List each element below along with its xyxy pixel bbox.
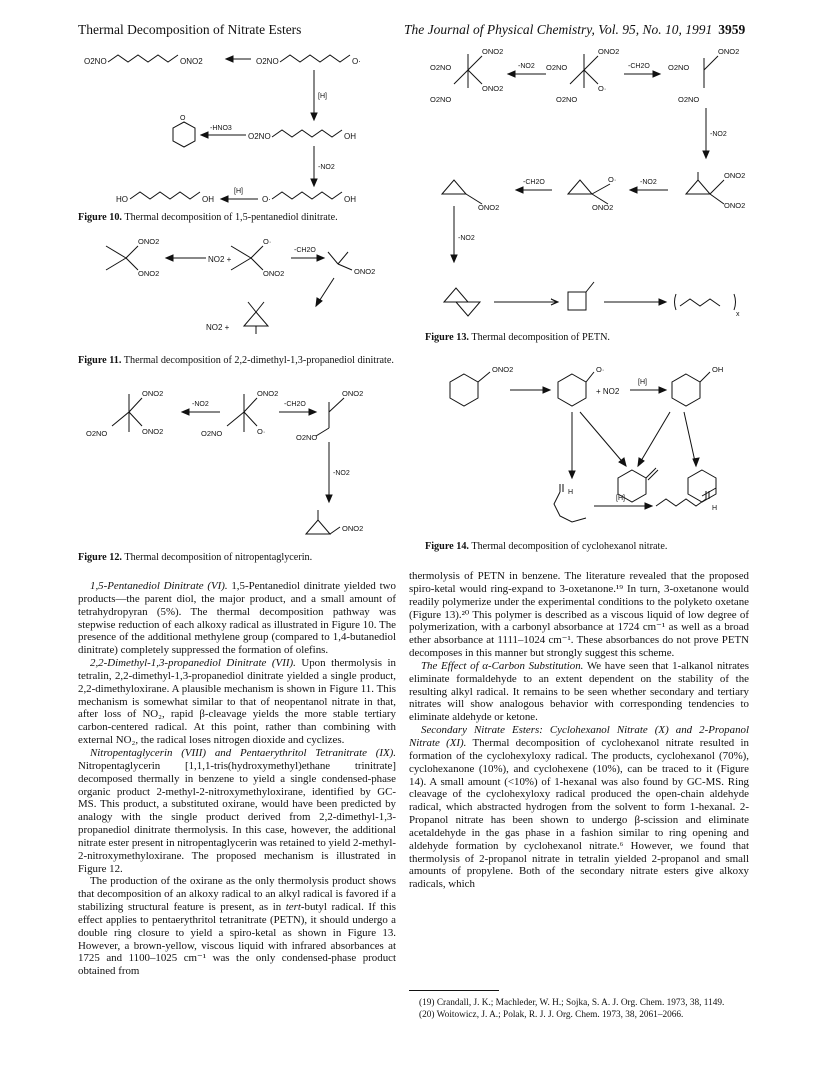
f14-h-3: [H] bbox=[616, 495, 625, 502]
f13-o2no-1: O2NO bbox=[430, 63, 452, 72]
body-dimethylpropanediol: Upon thermolysis in tetralin, 2,2-dimethyl-1,3-propanediol dinitrate yielded a single product, 2,2-dimethyloxirane. A plausible mechanism is shown in Figure 11. This mechanism is somewhat similar to that of neopentanol nitrate in that, after loss of NO₂, rapid β-cleavage yields the more stable tertiary carbon-centered radical. At this point, rather than combining with external NO₂, the radical loses nitrogen dioxide and cyclizes. bbox=[78, 657, 396, 747]
reference-19: (19) Crandall, J. K.; Machleder, W. H.; Sojka, S. A. J. Org. Chem. 1973, 38, 1149. bbox=[419, 998, 725, 1008]
f12-minus-no2-2: -NO2 bbox=[333, 470, 350, 477]
f10-ono2-1: ONO2 bbox=[180, 57, 203, 66]
f12-ono2-5: ONO2 bbox=[342, 524, 364, 533]
figure-10-text: Thermal decomposition of 1,5-pentanediol dinitrate. bbox=[124, 212, 338, 223]
f13-o2no-6: O2NO bbox=[678, 95, 700, 104]
f10-o2no-3: O2NO bbox=[248, 132, 271, 141]
f14-no2: NO2 bbox=[602, 387, 620, 396]
figure-13-scheme bbox=[428, 44, 758, 324]
f12-o2no-2: O2NO bbox=[201, 429, 223, 438]
f10-h-2: [H] bbox=[234, 188, 243, 195]
f13-o2no-2: O2NO bbox=[430, 95, 452, 104]
body-oxirane-b: -butyl radical. If this effect applies to pentaerythritol tetranitrate (PETN), it should undergo a double ring closure to yield a spiro-ketal as shown in Figure 13. However, a brown-yellow, viscous liquid with infrared absorbances at 1725 and 1100–1025 cm⁻¹ was the only condensed-phase product obtained from bbox=[78, 901, 396, 978]
f12-ono2-3: ONO2 bbox=[257, 389, 279, 398]
figure-10-label: Figure 10. bbox=[78, 212, 122, 223]
para-secondary-nitrates bbox=[409, 724, 749, 891]
f13-odot: O· bbox=[598, 84, 607, 93]
body-oxirane-tert: tert bbox=[285, 901, 301, 914]
body-nitropentaglycerin: Nitropentaglycerin [1,1,1-tris(hydroxymethyl)ethane trinitrate] decomposed thermally in benzene to yield a single condensed-phase organic product 2-methyl-2-nitroxymethyloxirane, identified by GC-MS. This product, a substituted oxirane, would have been predicted by analogy with the single product derived from 2,2-dimethyl-1,3-propanediol dinitrate thermolysis. In this case, however, the additional nitrate ester present in nitropentaglycerin was retained to yield 2-methyl-2-nitroxymethyloxirane. The proposed mechanism is illustrated in Figure 12. bbox=[78, 759, 396, 875]
figure-10-scheme bbox=[76, 42, 396, 212]
f13-minus-no2-2: -NO2 bbox=[710, 131, 727, 138]
figure-13-text: Thermal decomposition of PETN. bbox=[471, 332, 610, 343]
para-dimethylpropanediol bbox=[78, 657, 396, 747]
right-text-column bbox=[409, 570, 749, 891]
f14-plus: + bbox=[596, 387, 601, 396]
figure-14-caption bbox=[425, 541, 745, 554]
f14-plus-no2 bbox=[596, 387, 620, 396]
footnote-references bbox=[409, 990, 749, 1023]
f13-ono2-1: ONO2 bbox=[482, 47, 504, 56]
body-alpha-carbon: We have seen that 1-alkanol nitrates eliminate formaldehyde to an extent dependent on the stability of the resulting alkyl radical. It remains to be seen whether secondary and tertiary nitrates will show analogous behavior with corresponding tendencies to eliminate aldehyde or ketone. bbox=[409, 659, 750, 724]
figure-14-label: Figure 14. bbox=[425, 541, 469, 552]
f12-minus-no2-1: -NO2 bbox=[192, 401, 209, 408]
journal-citation: The Journal of Physical Chemistry, Vol. 95, No. 10, 1991 bbox=[404, 22, 713, 37]
f12-ono2-1: ONO2 bbox=[142, 389, 164, 398]
f13-o2no-4: O2NO bbox=[556, 95, 578, 104]
running-header-left: Thermal Decomposition of Nitrate Esters bbox=[78, 22, 302, 37]
f13-minus-no2-3: -NO2 bbox=[640, 179, 657, 186]
figure-14-text: Thermal decomposition of cyclohexanol nitrate. bbox=[471, 541, 668, 552]
f13-minus-no2-4: -NO2 bbox=[458, 235, 475, 242]
para-alpha-carbon bbox=[409, 660, 749, 724]
f12-o2no-1: O2NO bbox=[86, 429, 108, 438]
figure-11-scheme bbox=[96, 226, 386, 338]
f14-oh: OH bbox=[712, 365, 724, 374]
f11-ono2-4: ONO2 bbox=[354, 267, 376, 276]
f13-ono2-3: ONO2 bbox=[598, 47, 620, 56]
f13-minus-ch2o-2: -CH2O bbox=[523, 179, 545, 186]
f13-ono2-6: ONO2 bbox=[724, 201, 746, 210]
figure-11-caption bbox=[78, 355, 398, 368]
figure-12-scheme bbox=[84, 384, 394, 544]
f10-o2no-2: O2NO bbox=[256, 57, 279, 66]
figure-12-label: Figure 12. bbox=[78, 552, 122, 563]
figure-12-caption bbox=[78, 552, 398, 565]
figure-12-text: Thermal decomposition of nitropentaglycerin. bbox=[124, 552, 313, 563]
heading-alpha-carbon: The Effect of α-Carbon Substitution. bbox=[421, 659, 584, 672]
body-pentanediol: 1,5-Pentanediol dinitrate yielded two products—the parent diol, the major product, and a small amount of tetrahydropyran (5%). The thermal decomposition pathway was stepwise reduction of each alkoxy radical as illustrated in Figure 10. The presence of the additional methylene group (compared to 1,4-butanediol dinitrate) completely suppressed the formation of olefins. bbox=[78, 580, 396, 657]
figure-14-scheme bbox=[420, 358, 750, 530]
f12-minus-ch2o: -CH2O bbox=[284, 401, 306, 408]
f13-ono2-8: ONO2 bbox=[478, 203, 500, 212]
f13-minus-no2-1: -NO2 bbox=[518, 63, 535, 70]
f10-oh-3: OH bbox=[344, 195, 356, 204]
f13-subscript-x: x bbox=[736, 311, 740, 318]
figure-11-label: Figure 11. bbox=[78, 355, 122, 366]
f10-ho: HO bbox=[116, 195, 128, 204]
f13-odot-2: O· bbox=[608, 175, 617, 184]
figure-11-text: Thermal decomposition of 2,2-dimethyl-1,3-propanediol dinitrate. bbox=[123, 355, 394, 366]
f11-minus-ch2o: -CH2O bbox=[294, 247, 316, 254]
f13-o2no-5: O2NO bbox=[668, 63, 690, 72]
f14-h-1: [H] bbox=[638, 379, 647, 386]
page-number: 3959 bbox=[718, 22, 746, 37]
f13-ono2-4: ONO2 bbox=[718, 47, 740, 56]
f12-odot: O· bbox=[257, 427, 266, 436]
f12-o2no-3: O2NO bbox=[296, 433, 318, 442]
f10-minus-no2: -NO2 bbox=[318, 164, 335, 171]
para-nitropentaglycerin bbox=[78, 747, 396, 875]
f14-h-2: H bbox=[568, 489, 574, 496]
para-petn-continued: thermolysis of PETN in benzene. The literature revealed that the proposed spiro-ketal would ring-expand to 3-oxetanone.¹⁹ In turn, 3-oxetanone would readily polymerize under the experimental conditions to the polyketo oxetane (Figure 13).²⁰ This polymer is described as a viscous liquid of low degree of polymerization, with a carbonyl absorbance at 1724 cm⁻¹ as well as a broad ether absorbance at 1111–1024 cm⁻¹. These absorbances do not prove PETN decomposes in this manner but strongly suggest this scheme. bbox=[409, 570, 749, 660]
heading-nitropentaglycerin: Nitropentaglycerin (VIII) and Pentaerythritol Tetranitrate (IX). bbox=[90, 746, 396, 759]
f10-odot-2: O· bbox=[262, 195, 271, 204]
f13-ono2-7: ONO2 bbox=[592, 203, 614, 212]
f11-ono2-2: ONO2 bbox=[138, 269, 160, 278]
f10-oh-2: OH bbox=[202, 195, 214, 204]
figure-10-caption bbox=[78, 212, 398, 225]
para-oxirane bbox=[78, 875, 396, 978]
footnote-rule bbox=[409, 990, 499, 991]
figure-13-caption bbox=[425, 332, 745, 345]
f11-odot: O· bbox=[263, 237, 272, 246]
f13-ono2-5: ONO2 bbox=[724, 171, 746, 180]
f14-odot: O· bbox=[596, 365, 605, 374]
f14-ono2: ONO2 bbox=[492, 365, 514, 374]
left-text-column bbox=[78, 580, 396, 978]
running-header-journal bbox=[404, 22, 745, 38]
heading-dimethylpropanediol: 2,2-Dimethyl-1,3-propanediol Dinitrate (VII). bbox=[90, 657, 296, 670]
f10-minus-hno3: -HNO3 bbox=[210, 125, 232, 132]
f12-ono2-2: ONO2 bbox=[142, 427, 164, 436]
heading-secondary-nitrates: Secondary Nitrate Esters: Cyclohexanol Nitrate (X) and 2-Propanol Nitrate (XI). bbox=[409, 724, 749, 749]
para-pentanediol bbox=[78, 580, 396, 657]
f10-oh-1: OH bbox=[344, 132, 356, 141]
body-secondary-nitrates: Thermal decomposition of cyclohexanol nitrate resulted in formation of the cyclohexyloxy radical. The products, cyclohexanol (70%), cyclohexanone (10%), and cyclohexene (10%), can be traced to it (Figure 14). A small amount (<10%) of 1-hexanal was also found by GC-MS. Ring cleavage of the cyclohexyloxy radical produced the open-chain aldehyde radical, which abstracted hydrogen from the solvent to form 1-hexanal. 2-Propanol nitrate has been shown to undergo β-scission and eliminate acetaldehyde in the gas phase in a fashion similar to ring opening and aldehyde formation by cyclohexanol nitrate.⁶ However, we found that thermolysis of 2-propanol nitrate in tetralin yielded 2-propanol and small amounts of propylene. Both of the secondary nitrate esters give alkoxy radicals, which bbox=[409, 736, 749, 891]
f13-o2no-3: O2NO bbox=[546, 63, 568, 72]
f11-no2-plus-2: NO2 + bbox=[206, 323, 230, 332]
f10-o2no-1: O2NO bbox=[84, 57, 107, 66]
f11-ono2-1: ONO2 bbox=[138, 237, 160, 246]
reference-20: (20) Woitowicz, J. A.; Polak, R. J. J. Org. Chem. 1973, 38, 2061–2066. bbox=[419, 1010, 684, 1021]
body-oxirane-a: The production of the oxirane as the only thermolysis product shows that decomposition of an alkoxy radical to an alkyl radical is favored if a stabilizing structural feature is present, as in bbox=[78, 875, 396, 914]
f10-odot-1: O· bbox=[352, 57, 361, 66]
f10-o-ring: O bbox=[180, 115, 186, 122]
f11-no2-plus: NO2 + bbox=[208, 255, 232, 264]
f13-ono2-2: ONO2 bbox=[482, 84, 504, 93]
heading-pentanediol: 1,5-Pentanediol Dinitrate (VI). bbox=[90, 580, 228, 592]
f11-ono2-3: ONO2 bbox=[263, 269, 285, 278]
f12-ono2-4: ONO2 bbox=[342, 389, 364, 398]
f10-h-1: [H] bbox=[318, 93, 327, 100]
f13-minus-ch2o-1: -CH2O bbox=[628, 63, 650, 70]
f14-h-4: H bbox=[712, 505, 718, 512]
figure-13-label: Figure 13. bbox=[425, 332, 469, 343]
